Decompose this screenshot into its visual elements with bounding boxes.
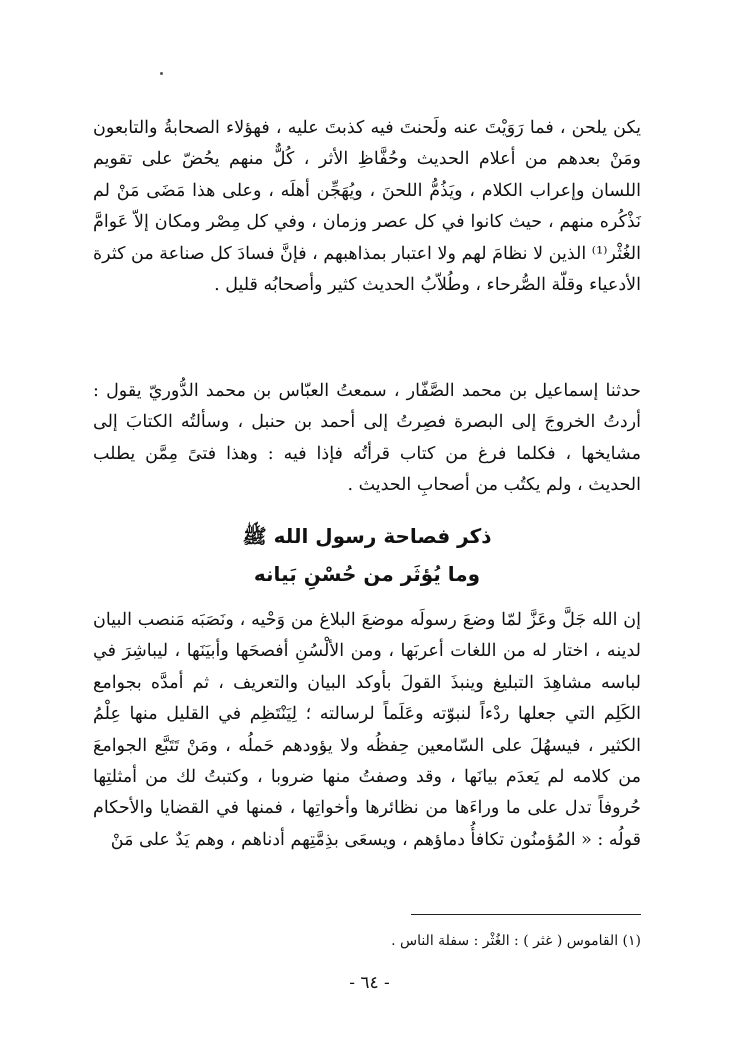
footnote-divider — [411, 914, 641, 915]
footnote: (١) القاموس ( غثر ) : الغُثْر : سفلة الناس . — [391, 933, 641, 949]
ink-dot — [160, 72, 163, 75]
paragraph-1: يكن يلحن ، فما رَوَيْتَ عنه ولَحنتَ فيه كذبتَ عليه ، فهؤلاء الصحابةُ والتابعون ومَنْ بعدهم من أعلام الحديث وحُفَّاظِ الأثر ، كُلٌّ منهم يحُضّ على تقويم اللسان وإعراب الكلام ، ويَذُمُّ اللحنَ ، ويُهَجِّن أهلَه ، وعلى هذا مَضَى مَنْ لم نَذْكُره منهم ، حيث كانوا في كل عصر وزمان ، وفي كل مِصْر ومكان إلاّ عَوامَّ الغُثْر⁽¹⁾ الذين لا نظامَ لهم ولا اعتبار بمذاهبهم ، فإنَّ فسادَ كل صناعة من كثرة الأدعياء وقلّة الصُّرحاء ، وطُلاّبُ الحديث كثير وأصحابُه قليل . — [93, 118, 641, 296]
page-number: - ٦٤ - — [349, 973, 390, 993]
section-heading-line-1: ذكر فصاحة رسول الله ﷺ — [242, 524, 492, 548]
paragraph-3: إن الله جَلَّ وعَزَّ لمّا وضعَ رسولَه موضعَ البلاغ من وَحْيه ، ونَصَبَه مَنصب البيان لدينه ، اختار له من اللغات أعربَها ، ومن الألْسُنِ أفصحَها وأبيَنَها ، ليباشِرَ في لباسه مشاهِدَ التبليغ وينبذَ القولَ بأوكد البيان والتعريف ، ثم أمدَّه بجوامع الكَلِم التي جعلها ردْءاً لنبوّته وعَلَماً لرسالته ؛ لِيَنْتَظِم في القليل منها عِلْمُ الكثير ، فيسهُلَ على السّامعين حِفظُه ولا يؤودهم حَملُه ، ومَنْ تَتَبَّع الجوامعَ من كلامه لم يَعدَم بيانَها ، وقد وصفتُ منها ضروبا ، وكتبتُ لك من أمثلتِها حُروفاً تدل على ما وراءَها من نظائرها وأخواتِها ، فمنها في القضايا والأحكام قولُه : « المُؤمنُون تكافأُ دماؤهم ، ويسعَى بذِمَّتِهم أدناهم ، وهم يَدٌ على مَنْ — [93, 610, 641, 850]
section-heading-line-2: وما يُؤثَر من حُسْنِ بَيانه — [253, 562, 481, 586]
paragraph-2: حدثنا إسماعيل بن محمد الصَّفّار ، سمعتُ العبّاس بن محمد الدُّوريّ يقول : أردتُ الخروجَ إلى البصرة فصِرتُ إلى أحمد بن حنبل ، وسألتُه الكتابَ إلى مشايخها ، فكلما فرغ من كتاب قرأتُه فإذا فيه : وهذا فتىً مِمَّن يطلب الحديث ، ولم يكتُب من أصحابِ الحديث . — [93, 381, 641, 496]
